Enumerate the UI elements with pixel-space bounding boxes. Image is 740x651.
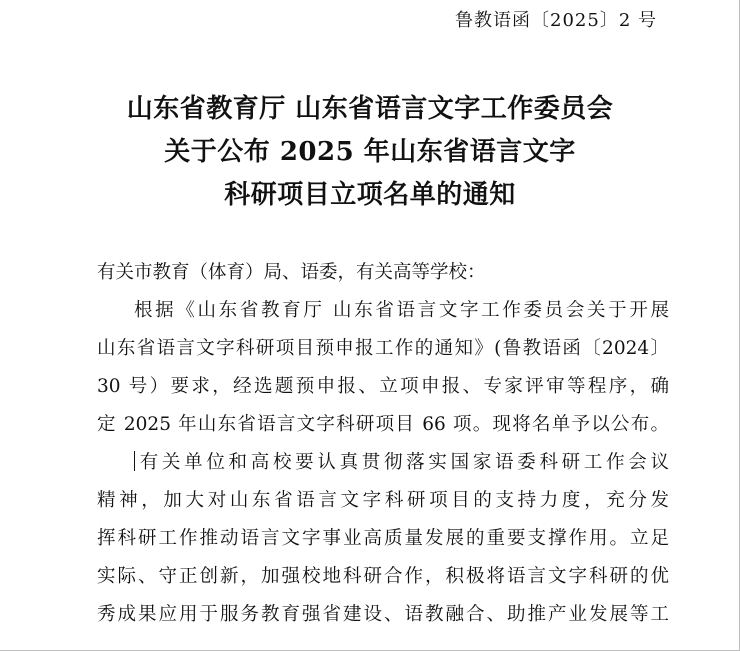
document-title (0, 88, 740, 217)
title-line-2: 关于公布 2025 年山东省语言文字 (164, 137, 576, 167)
paragraph-1-line-3: 30 号）要求，经选题预申报、立项申报、专家评审等程序，确 (97, 376, 669, 397)
paragraph-1 (97, 292, 669, 444)
paragraph-2-line-1: 有关单位和高校要认真贯彻落实国家语委科研工作会议 (136, 452, 669, 473)
title-line-1: 山东省教育厅 山东省语言文字工作委员会 (126, 94, 614, 124)
paragraph-2 (97, 444, 669, 634)
paragraph-2-line-1-wrap (97, 444, 669, 482)
paragraph-2-line-5: 秀成果应用于服务教育强省建设、语教融合、助推产业发展等工 (97, 604, 669, 625)
paragraph-1-line-4: 定 2025 年山东省语言文字科研项目 66 项。现将名单予以公布。 (97, 414, 669, 435)
paragraph-2-line-4: 实际、守正创新，加强校地科研合作，积极将语言文字科研的优 (97, 566, 669, 587)
text-cursor (134, 451, 135, 471)
paragraph-1-line-2: 山东省语言文字科研项目预申报工作的通知》(鲁教语函〔2024〕 (97, 338, 669, 359)
paragraph-2-line-3: 挥科研工作推动语言文字事业高质量发展的重要支撑作用。立足 (97, 528, 669, 549)
paragraph-2-line-2: 精神，加大对山东省语言文字科研项目的支持力度，充分发 (97, 490, 669, 511)
salutation: 有关市教育（体育）局、语委，有关高等学校： (97, 262, 486, 283)
title-line-3: 科研项目立项名单的通知 (224, 180, 516, 210)
document-number: 鲁教语函〔2025〕2 号 (455, 10, 657, 31)
document-body (97, 254, 669, 634)
paragraph-1-line-1: 根据《山东省教育厅 山东省语言文字工作委员会关于开展 (134, 300, 669, 321)
